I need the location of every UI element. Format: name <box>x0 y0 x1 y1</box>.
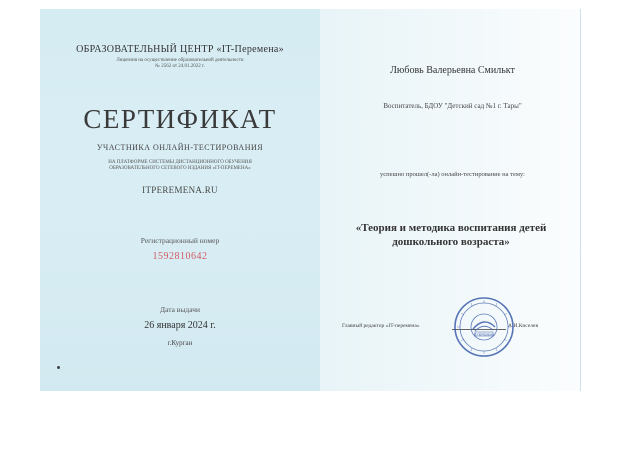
city: г.Курган <box>167 339 193 347</box>
registration-number: 1592810642 <box>152 251 208 262</box>
issue-date-label: Дата выдачи <box>159 305 201 314</box>
scan-speck <box>57 366 60 369</box>
passed-statement: успешно прошел(-ла) онлайн-тестирование на тему: <box>380 171 525 178</box>
platform-info <box>40 160 320 172</box>
certificate-subtitle: УЧАСТНИКА ОНЛАЙН-ТЕСТИРОВАНИЯ <box>96 143 264 152</box>
license-line: № 2562 от 24.01.2022 г. <box>155 64 205 69</box>
license-line: Лицензия на осуществление образовательной деятельности <box>116 58 244 63</box>
topic-line: дошкольного возраста» <box>392 236 510 248</box>
platform-line: ОБРАЗОВАТЕЛЬНОГО СЕТЕВОГО ИЗДАНИЯ «IT-ПЕРЕМЕНА» <box>109 166 251 171</box>
signer-name: А.И.Киселев <box>508 323 539 329</box>
signer-title: Главный редактор «IT-перемена» <box>342 323 420 329</box>
website-label: ITPEREMENA.RU <box>142 185 218 195</box>
topic-line: «Теория и методика воспитания детей <box>355 222 547 234</box>
official-stamp-icon <box>453 296 515 358</box>
recipient-name: Любовь Валерьевна Смилькт <box>390 65 515 76</box>
stamp-text: IT-ПЕРЕМЕНА <box>473 332 495 337</box>
issue-date: 26 января 2024 г. <box>144 320 216 331</box>
certificate-title: СЕРТИФИКАТ <box>83 104 277 134</box>
organization-name: ОБРАЗОВАТЕЛЬНЫЙ ЦЕНТР «IT-Перемена» <box>76 44 284 55</box>
license-info <box>40 58 320 70</box>
test-topic <box>326 221 576 249</box>
registration-label: Регистрационный номер <box>140 236 220 245</box>
recipient-position: Воспитатель, БДОУ "Детский сад №1 г. Тары" <box>383 102 522 110</box>
sheet-edge <box>580 9 581 391</box>
platform-line: НА ПЛАТФОРМЕ СИСТЕМЫ ДИСТАНЦИОННОГО ОБУЧЕНИЯ <box>108 160 252 165</box>
